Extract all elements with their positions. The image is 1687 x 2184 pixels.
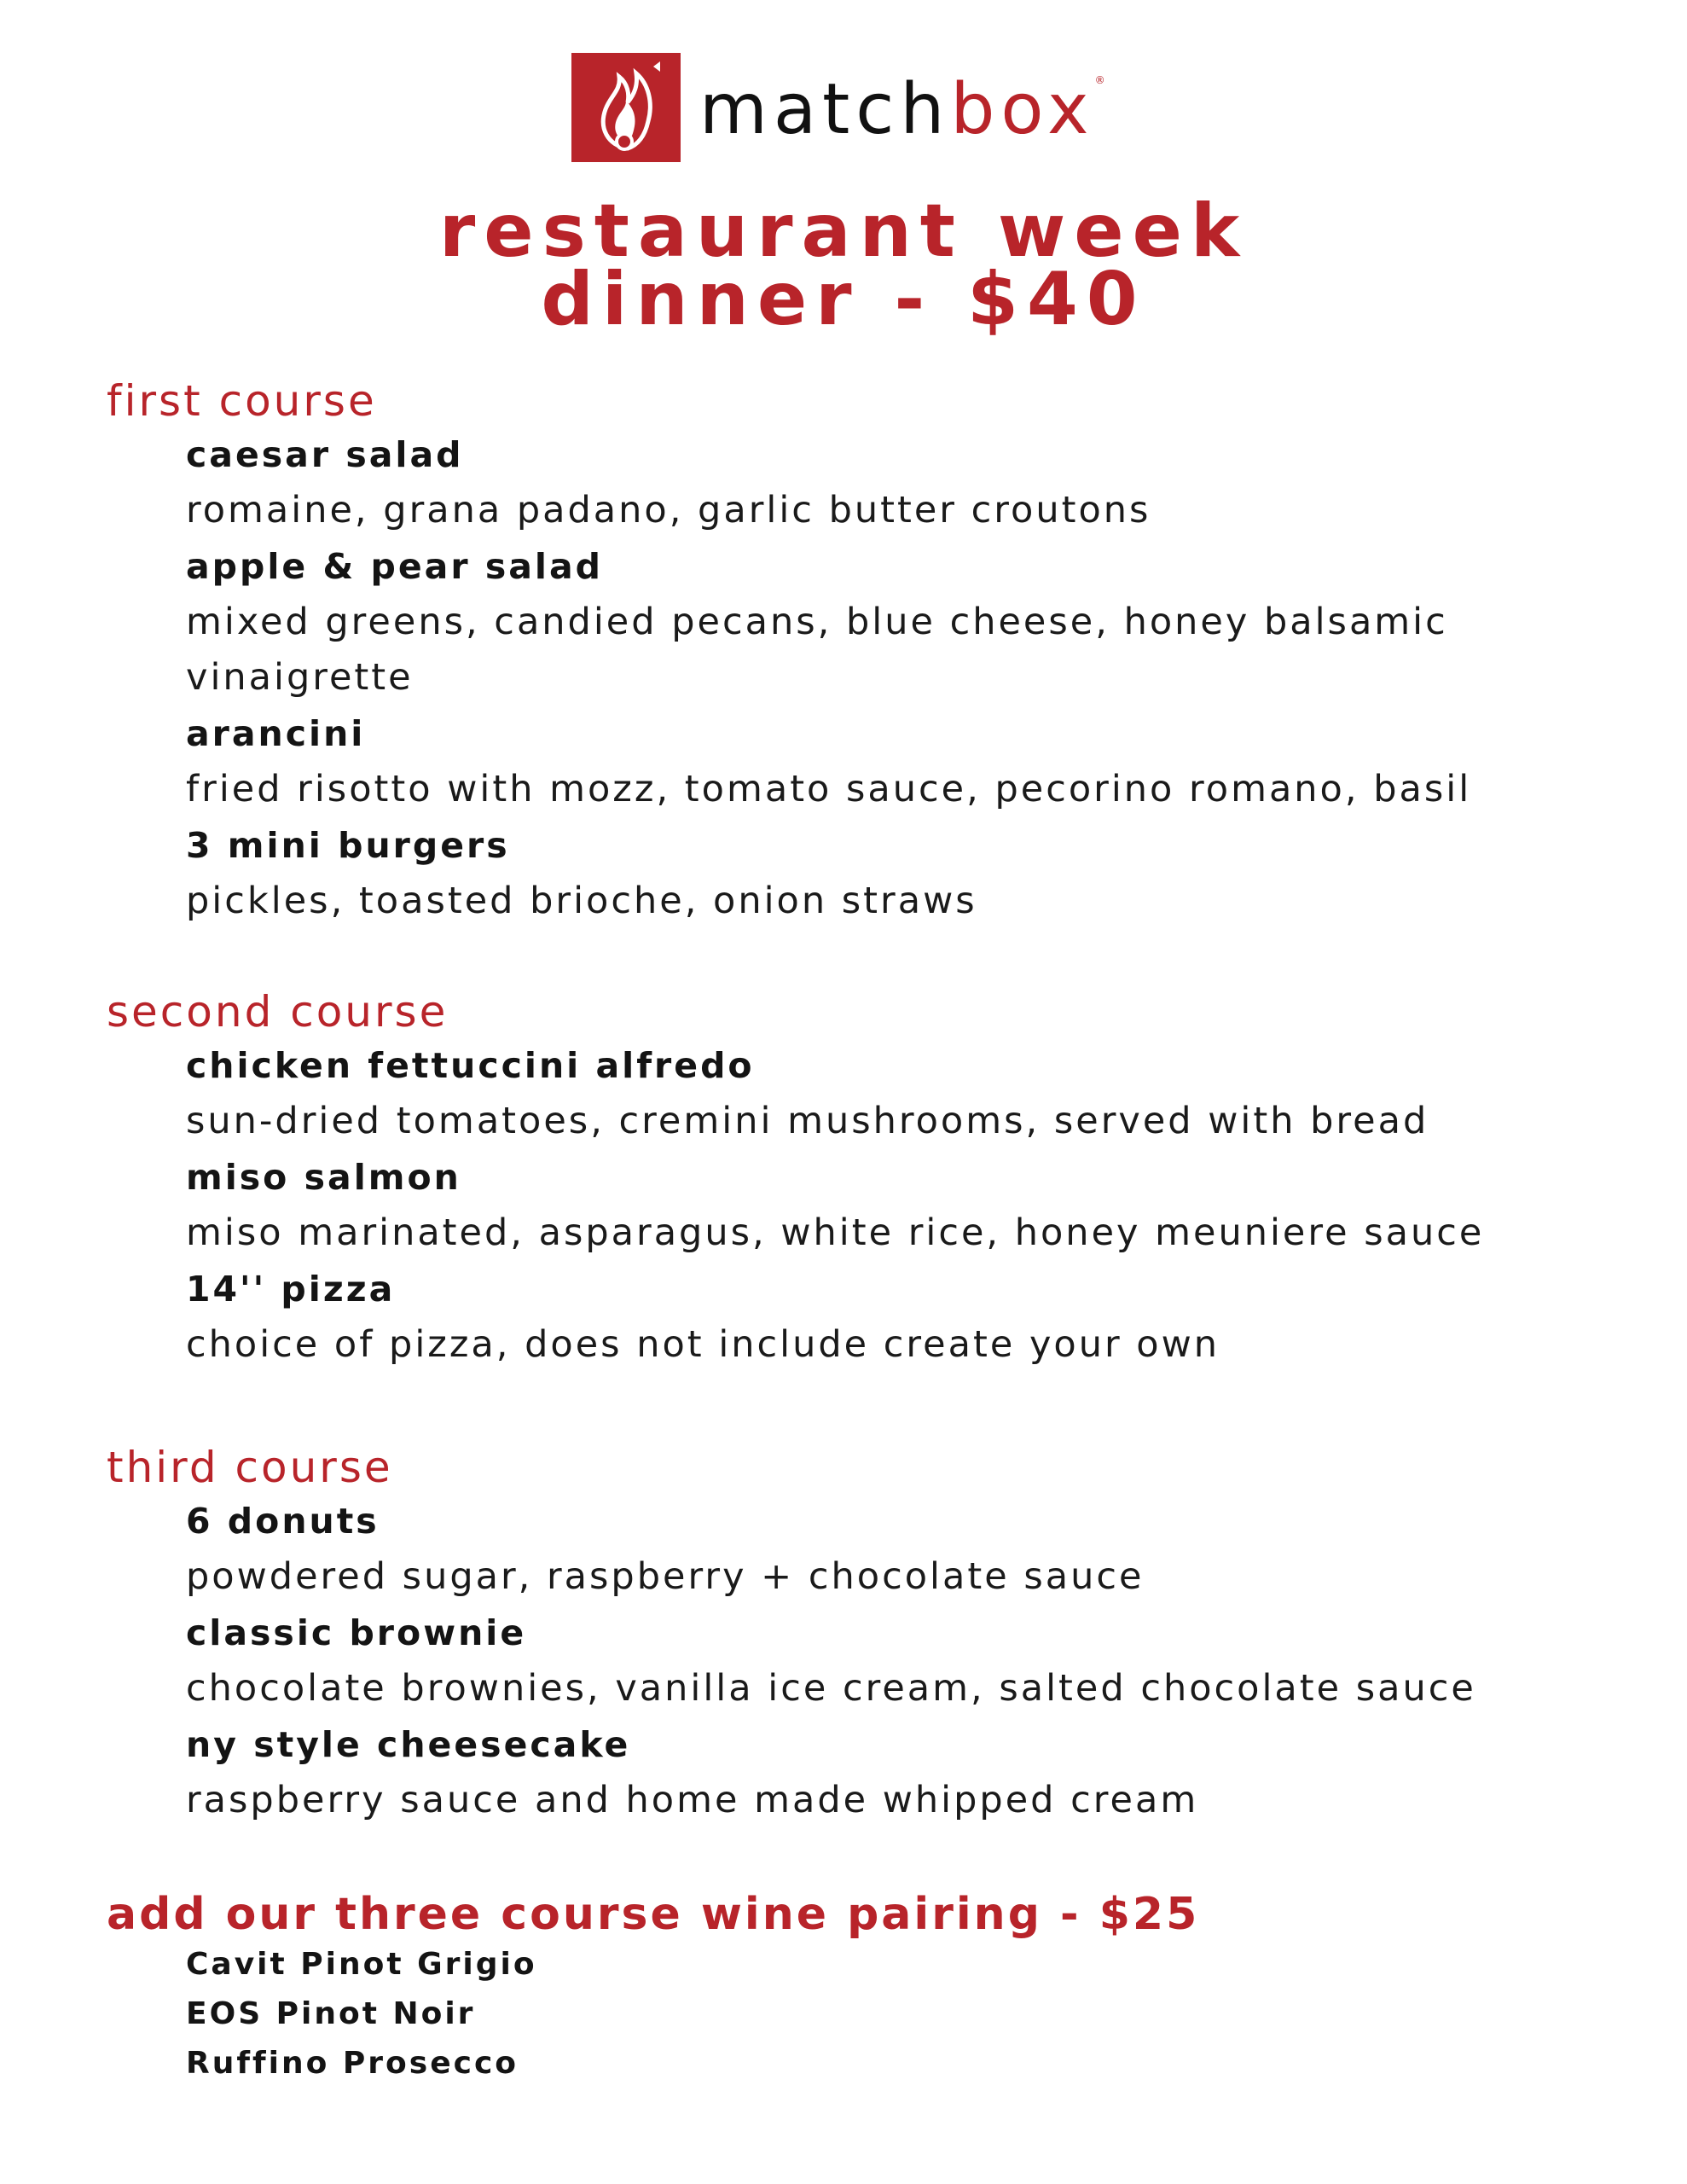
menu-items xyxy=(186,1493,1642,1828)
menu-item-name: miso salmon xyxy=(186,1157,461,1198)
menu-item-name: caesar salad xyxy=(186,434,464,475)
menu-item-desc: pickles, toasted brioche, onion straws xyxy=(186,880,977,922)
wine-item: Cavit Pinot Grigio xyxy=(186,1947,537,1982)
logo-word-box: box xyxy=(950,69,1095,150)
section-first-course xyxy=(107,375,1642,929)
menu-item-desc: fried risotto with mozz, tomato sauce, pecorino romano, basil xyxy=(186,768,1472,810)
flaming-match-icon xyxy=(571,53,681,162)
section-third-course xyxy=(107,1442,1642,1828)
menu-item-name: ny style cheesecake xyxy=(186,1724,631,1765)
menu-title-line2: dinner - $40 xyxy=(541,257,1146,342)
wine-item: EOS Pinot Noir xyxy=(186,1996,476,2031)
menu-item-name: 14'' pizza xyxy=(186,1269,396,1310)
menu-item-desc: raspberry sauce and home made whipped cream xyxy=(186,1779,1199,1821)
menu-item-name: arancini xyxy=(186,713,366,754)
logo-word-match: match xyxy=(699,69,951,150)
registered-mark: ® xyxy=(1094,74,1105,86)
menu-item-desc: mixed greens, candied pecans, blue cheese, honey balsamic vinaigrette xyxy=(186,601,1448,699)
section-title: first course xyxy=(107,376,377,426)
menu-item-name: classic brownie xyxy=(186,1612,527,1653)
section-title: second course xyxy=(107,987,449,1037)
section-second-course xyxy=(107,986,1642,1373)
menu-item-desc: choice of pizza, does not include create your own xyxy=(186,1323,1220,1366)
wine-item: Ruffino Prosecco xyxy=(186,2046,519,2081)
section-wine-pairing xyxy=(107,1889,1642,2088)
menu-item-name: 6 donuts xyxy=(186,1501,380,1542)
menu-item-name: apple & pear salad xyxy=(186,546,603,587)
menu-items xyxy=(186,1037,1642,1373)
menu-title-line1: restaurant week xyxy=(438,189,1249,274)
logo-wordmark xyxy=(699,69,1105,150)
wine-list xyxy=(186,1940,1642,2088)
wine-pairing-title: add our three course wine pairing - $25 xyxy=(107,1889,1200,1940)
menu-item-desc: chocolate brownies, vanilla ice cream, salted chocolate sauce xyxy=(186,1667,1476,1710)
menu-item-desc: powdered sugar, raspberry + chocolate sauce xyxy=(186,1555,1145,1598)
menu-item-desc: miso marinated, asparagus, white rice, honey meuniere sauce xyxy=(186,1211,1485,1254)
matchbox-logo xyxy=(571,53,1105,162)
menu-item-desc: romaine, grana padano, garlic butter croutons xyxy=(186,489,1151,531)
section-title: third course xyxy=(107,1443,393,1492)
menu-item-desc: sun-dried tomatoes, cremini mushrooms, served with bread xyxy=(186,1100,1429,1142)
menu-item-name: 3 mini burgers xyxy=(186,825,510,866)
menu-items xyxy=(186,427,1642,929)
menu-item-name: chicken fettuccini alfredo xyxy=(186,1045,755,1086)
